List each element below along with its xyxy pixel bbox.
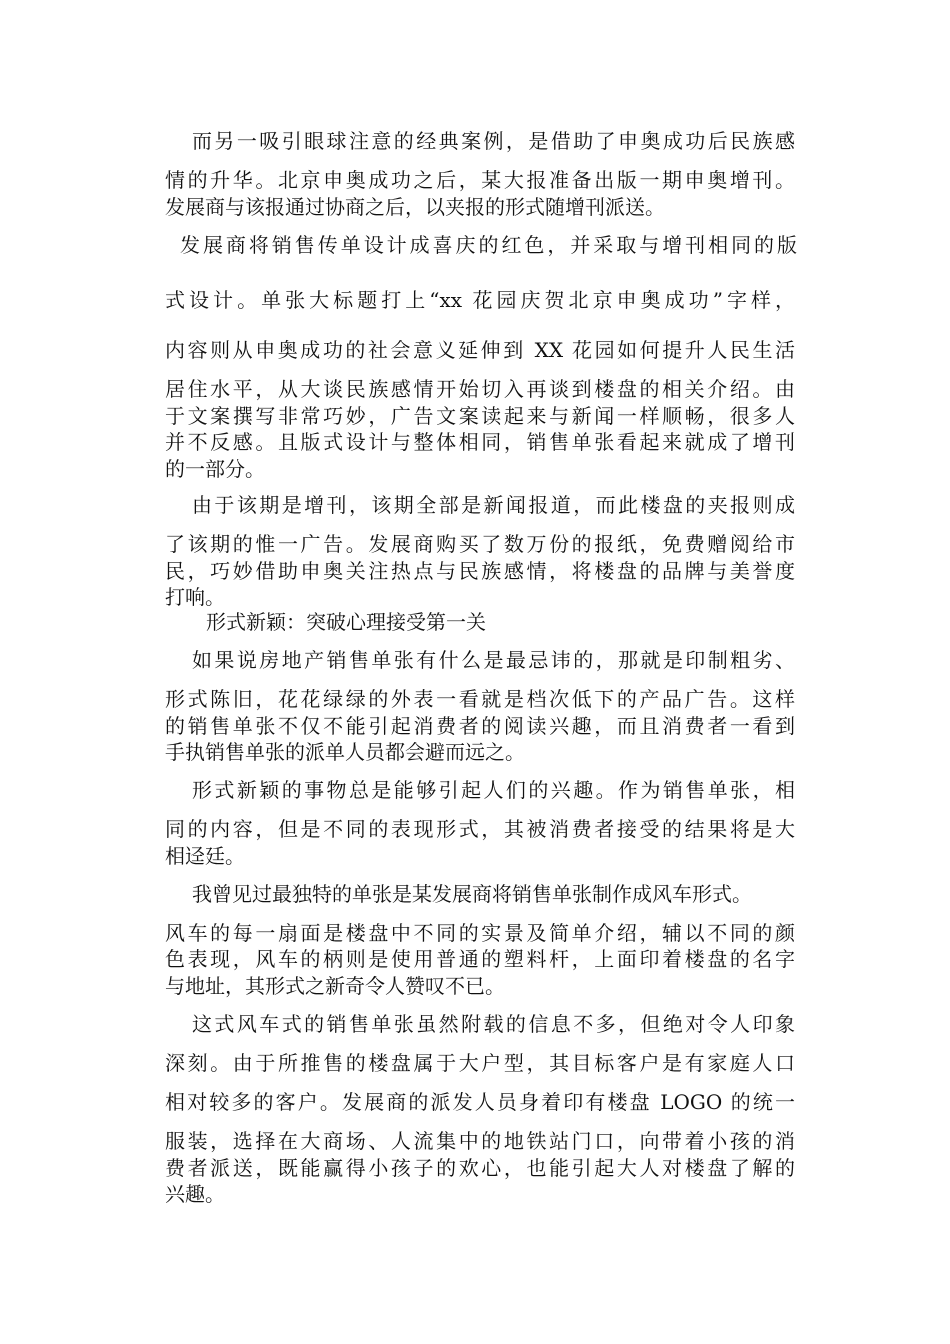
text-line: 服装，选择在大商场、人流集中的地铁站门口，向带着小孩的消 bbox=[165, 1129, 795, 1153]
text-line: 于文案撰写非常巧妙，广告文案读起来与新闻一样顺畅，很多人 bbox=[165, 404, 795, 428]
text-line: 打响。 bbox=[165, 585, 225, 609]
text-line: 情的升华。北京申奥成功之后，某大报准备出版一期申奥增刊。 bbox=[165, 168, 795, 192]
text-line: 而另一吸引眼球注意的经典案例，是借助了申奥成功后民族感 bbox=[192, 129, 795, 153]
text-line: 如果说房地产销售单张有什么是最忌讳的，那就是印制粗劣、 bbox=[192, 648, 795, 672]
text-line: 同的内容，但是不同的表现形式，其被消费者接受的结果将是大 bbox=[165, 817, 795, 841]
text-line: 并不反感。且版式设计与整体相同，销售单张看起来就成了增刊 bbox=[165, 430, 795, 454]
text-line: 兴趣。 bbox=[165, 1182, 225, 1206]
text-line: 了该期的惟一广告。发展商购买了数万份的报纸，免费赠阅给市 bbox=[165, 532, 795, 556]
section-heading: 形式新颖：突破心理接受第一关 bbox=[206, 610, 486, 634]
text-line: 形式新颖的事物总是能够引起人们的兴趣。作为销售单张，相 bbox=[192, 778, 795, 802]
text-line: 这式风车式的销售单张虽然附载的信息不多，但绝对令人印象 bbox=[192, 1012, 795, 1036]
text-line: 式设计。单张大标题打上“xx 花园庆贺北京申奥成功”字样， bbox=[165, 288, 795, 312]
text-line: 内容则从申奥成功的社会意义延伸到 XX 花园如何提升人民生活 bbox=[165, 338, 795, 362]
text-line: 色表现，风车的柄则是使用普通的塑料杆，上面印着楼盘的名字 bbox=[165, 947, 795, 971]
text-line: 的销售单张不仅不能引起消费者的阅读兴趣，而且消费者一看到 bbox=[165, 714, 795, 738]
text-line: 的一部分。 bbox=[165, 457, 265, 481]
text-line: 手执销售单张的派单人员都会避而远之。 bbox=[165, 740, 525, 764]
text-line: 发展商将销售传单设计成喜庆的红色，并采取与增刊相同的版 bbox=[180, 233, 797, 257]
text-line: 风车的每一扇面是楼盘中不同的实景及简单介绍，辅以不同的颜 bbox=[165, 921, 795, 945]
text-line: 由于该期是增刊，该期全部是新闻报道，而此楼盘的夹报则成 bbox=[192, 493, 795, 517]
text-line: 费者派送，既能赢得小孩子的欢心，也能引起大人对楼盘了解的 bbox=[165, 1156, 795, 1180]
text-line: 相对较多的客户。发展商的派发人员身着印有楼盘 LOGO 的统一 bbox=[165, 1090, 795, 1114]
text-line: 发展商与该报通过协商之后，以夹报的形式随增刊派送。 bbox=[165, 195, 665, 219]
text-line: 形式陈旧，花花绿绿的外表一看就是档次低下的产品广告。这样 bbox=[165, 687, 795, 711]
text-line: 我曾见过最独特的单张是某发展商将销售单张制作成风车形式。 bbox=[192, 882, 752, 906]
text-line: 居住水平，从大谈民族感情开始切入再谈到楼盘的相关介绍。由 bbox=[165, 377, 795, 401]
text-line: 与地址，其形式之新奇令人赞叹不已。 bbox=[165, 974, 505, 998]
text-line: 相迳廷。 bbox=[165, 844, 245, 868]
text-line: 深刻。由于所推售的楼盘属于大户型，其目标客户是有家庭人口 bbox=[165, 1051, 795, 1075]
text-line: 民，巧妙借助申奥关注热点与民族感情，将楼盘的品牌与美誉度 bbox=[165, 559, 795, 583]
